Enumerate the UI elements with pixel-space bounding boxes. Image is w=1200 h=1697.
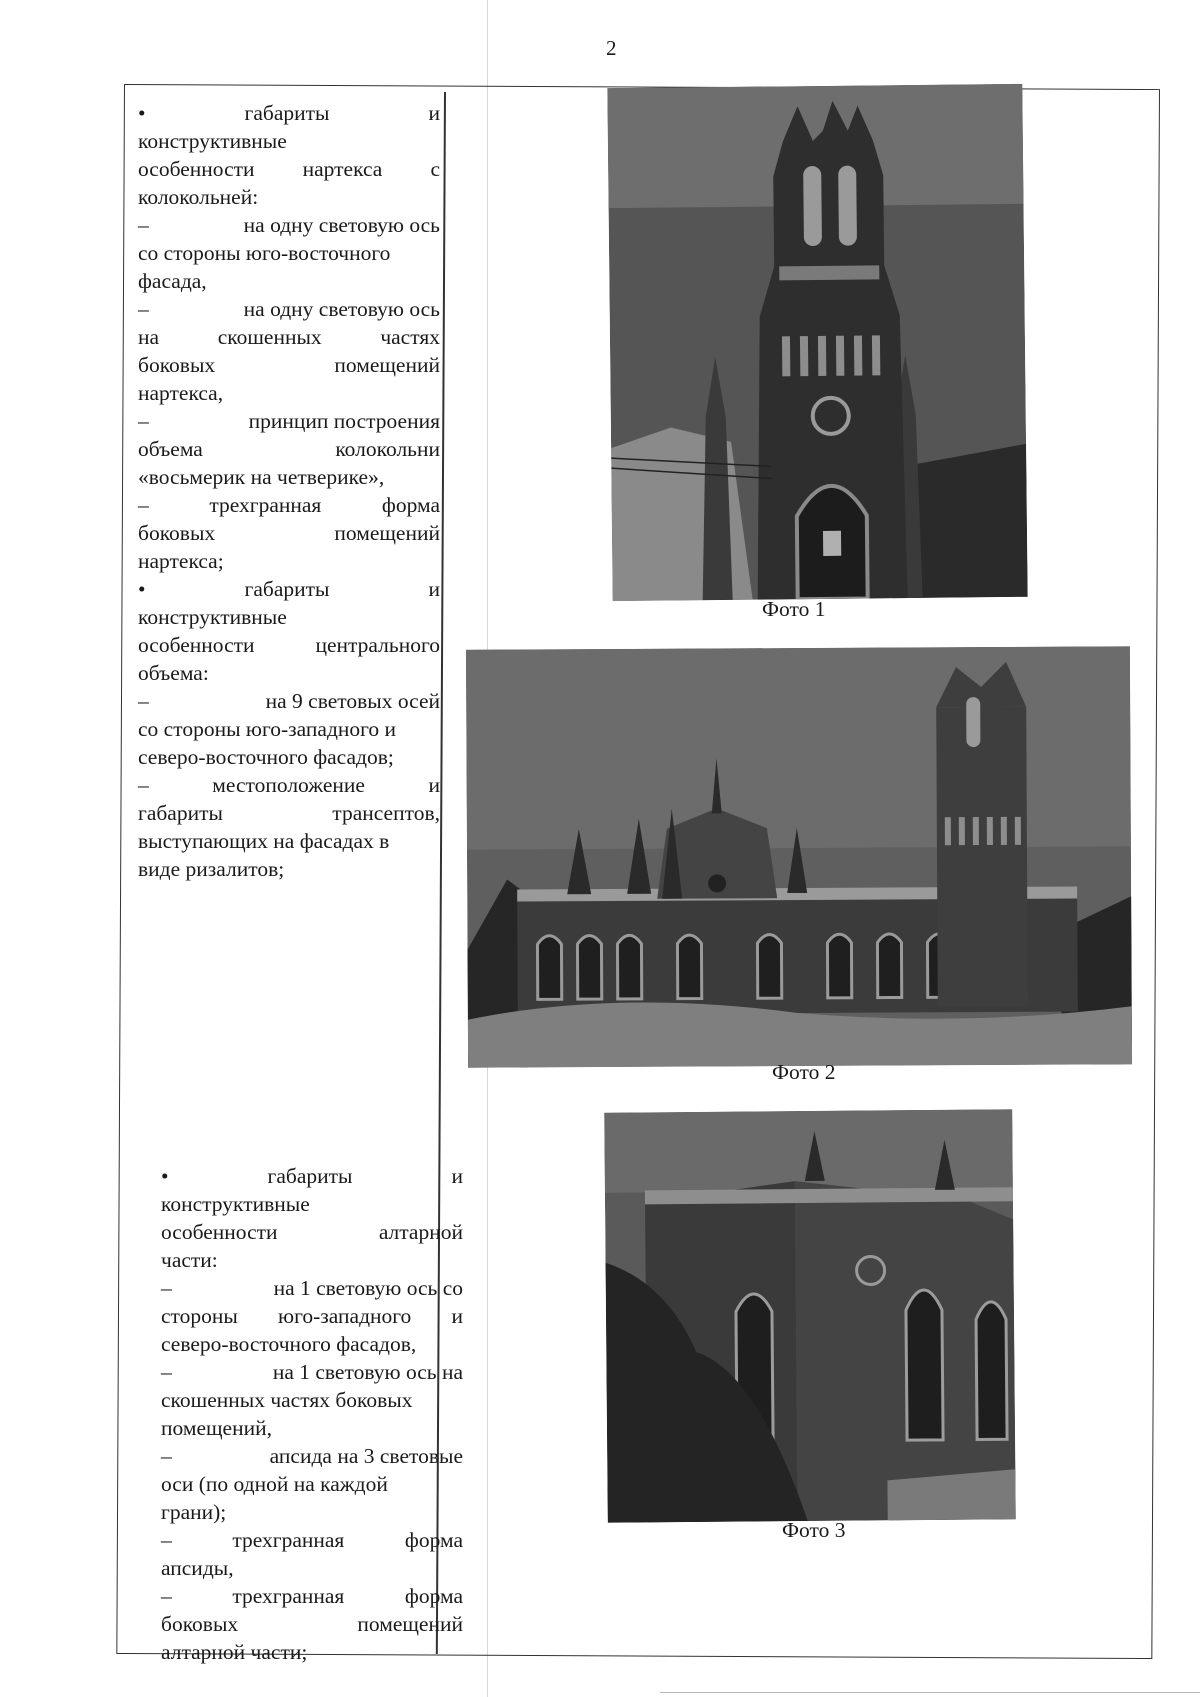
photo-2-caption: Фото 2 <box>772 1060 836 1084</box>
text-word: трехгранная <box>232 1584 345 1608</box>
text-word: и <box>451 1304 463 1328</box>
text-line: помещений, <box>161 1416 272 1440</box>
text-line: выступающих на фасадах в <box>138 829 390 853</box>
text-word: нартекса <box>302 157 383 181</box>
text-word: и <box>428 773 440 797</box>
text-line <box>138 771 440 799</box>
text-word: боковых <box>138 521 216 545</box>
text-word: апсида на 3 световые <box>269 1444 463 1468</box>
text-word: юго-западного <box>278 1304 412 1328</box>
text-line <box>138 99 440 127</box>
text-word: габариты <box>244 577 330 601</box>
text-line: колокольней: <box>138 185 259 209</box>
text-line <box>161 1274 463 1302</box>
text-word: – <box>138 493 149 517</box>
text-word: • <box>138 577 146 601</box>
photo-2-church-facade <box>466 646 1132 1067</box>
text-line: алтарной части; <box>161 1640 308 1664</box>
text-line <box>138 435 440 463</box>
text-word: особенности <box>138 633 255 657</box>
text-word: колокольни <box>335 437 440 461</box>
text-word: – <box>138 689 149 713</box>
text-line <box>161 1302 463 1330</box>
text-word: габариты <box>244 101 330 125</box>
text-word: боковых <box>138 353 216 377</box>
text-line <box>161 1526 463 1554</box>
bottom-edge-line <box>660 1692 1200 1693</box>
text-line <box>161 1582 463 1610</box>
text-word: с <box>430 157 440 181</box>
text-line <box>138 323 440 351</box>
text-word: на 1 световую ось со <box>273 1276 463 1300</box>
text-line <box>138 351 440 379</box>
text-word: центрального <box>315 633 440 657</box>
text-line: северо-восточного фасадов; <box>138 745 394 769</box>
text-line: апсиды, <box>161 1556 234 1580</box>
text-line <box>161 1358 463 1386</box>
text-line: нартекса; <box>138 549 224 573</box>
text-line: виде ризалитов; <box>138 857 285 881</box>
text-line: «восьмерик на четверике», <box>138 465 385 489</box>
text-line <box>138 575 440 603</box>
text-word: на 9 световых осей <box>265 689 440 713</box>
text-line <box>138 211 440 239</box>
text-line: конструктивные <box>138 605 287 629</box>
text-word: трехгранная <box>209 493 322 517</box>
text-line <box>161 1218 463 1246</box>
text-line: оси (по одной на каждой <box>161 1472 388 1496</box>
text-line: объема: <box>138 661 209 685</box>
text-word: на одну световую ось <box>243 297 440 321</box>
text-word: особенности <box>161 1220 278 1244</box>
description-cell-bottom <box>161 1162 463 1666</box>
text-line <box>138 295 440 323</box>
text-line: части: <box>161 1248 218 1272</box>
description-cell-top <box>138 99 440 883</box>
text-word: габариты <box>267 1164 353 1188</box>
text-line: северо-восточного фасадов, <box>161 1332 417 1356</box>
text-line <box>138 407 440 435</box>
text-word: помещений <box>334 353 440 377</box>
text-word: на одну световую ось <box>243 213 440 237</box>
text-word: помещений <box>357 1612 463 1636</box>
text-word: – <box>161 1360 172 1384</box>
text-word: и <box>428 101 440 125</box>
text-word: на <box>138 325 160 349</box>
text-word: форма <box>404 1528 463 1552</box>
text-word: местоположение <box>212 773 365 797</box>
text-word: трансептов, <box>332 801 440 825</box>
photo-3-apse <box>604 1109 1016 1523</box>
text-line <box>161 1610 463 1638</box>
text-word: объема <box>138 437 203 461</box>
text-word: – <box>161 1528 172 1552</box>
text-word: – <box>161 1444 172 1468</box>
text-word: – <box>138 409 149 433</box>
text-word: габариты <box>138 801 223 825</box>
page-number: 2 <box>606 36 617 60</box>
text-word: – <box>138 297 149 321</box>
text-word: скошенных <box>217 325 322 349</box>
text-word: алтарной <box>378 1220 463 1244</box>
text-line: конструктивные <box>161 1192 310 1216</box>
text-word: – <box>138 773 149 797</box>
text-word: помещений <box>334 521 440 545</box>
text-word: на 1 световую ось на <box>272 1360 463 1384</box>
text-word: частях <box>380 325 440 349</box>
text-word: и <box>428 577 440 601</box>
photo-3-caption: Фото 3 <box>782 1518 846 1542</box>
text-line <box>138 799 440 827</box>
text-word: и <box>451 1164 463 1188</box>
text-line <box>138 687 440 715</box>
text-line: со стороны юго-восточного <box>138 241 391 265</box>
text-line: скошенных частях боковых <box>161 1388 413 1412</box>
text-word: • <box>138 101 146 125</box>
text-line: грани); <box>161 1500 227 1524</box>
text-line: конструктивные <box>138 129 287 153</box>
text-line <box>161 1442 463 1470</box>
text-line <box>138 155 440 183</box>
text-word: • <box>161 1164 169 1188</box>
text-word: – <box>161 1276 172 1300</box>
text-word: – <box>138 213 149 237</box>
text-word: трехгранная <box>232 1528 345 1552</box>
text-line <box>138 519 440 547</box>
text-word: – <box>161 1584 172 1608</box>
text-line <box>138 491 440 519</box>
text-line <box>138 631 440 659</box>
text-line: фасада, <box>138 269 207 293</box>
text-word: стороны <box>161 1304 238 1328</box>
photo-1-caption: Фото 1 <box>762 597 826 621</box>
photo-1-bell-tower <box>607 84 1027 601</box>
text-line <box>161 1162 463 1190</box>
text-word: принцип построения <box>248 409 440 433</box>
text-word: форма <box>404 1584 463 1608</box>
text-word: особенности <box>138 157 255 181</box>
text-word: форма <box>381 493 440 517</box>
text-line: со стороны юго-западного и <box>138 717 397 741</box>
text-word: боковых <box>161 1612 239 1636</box>
text-line: нартекса, <box>138 381 224 405</box>
